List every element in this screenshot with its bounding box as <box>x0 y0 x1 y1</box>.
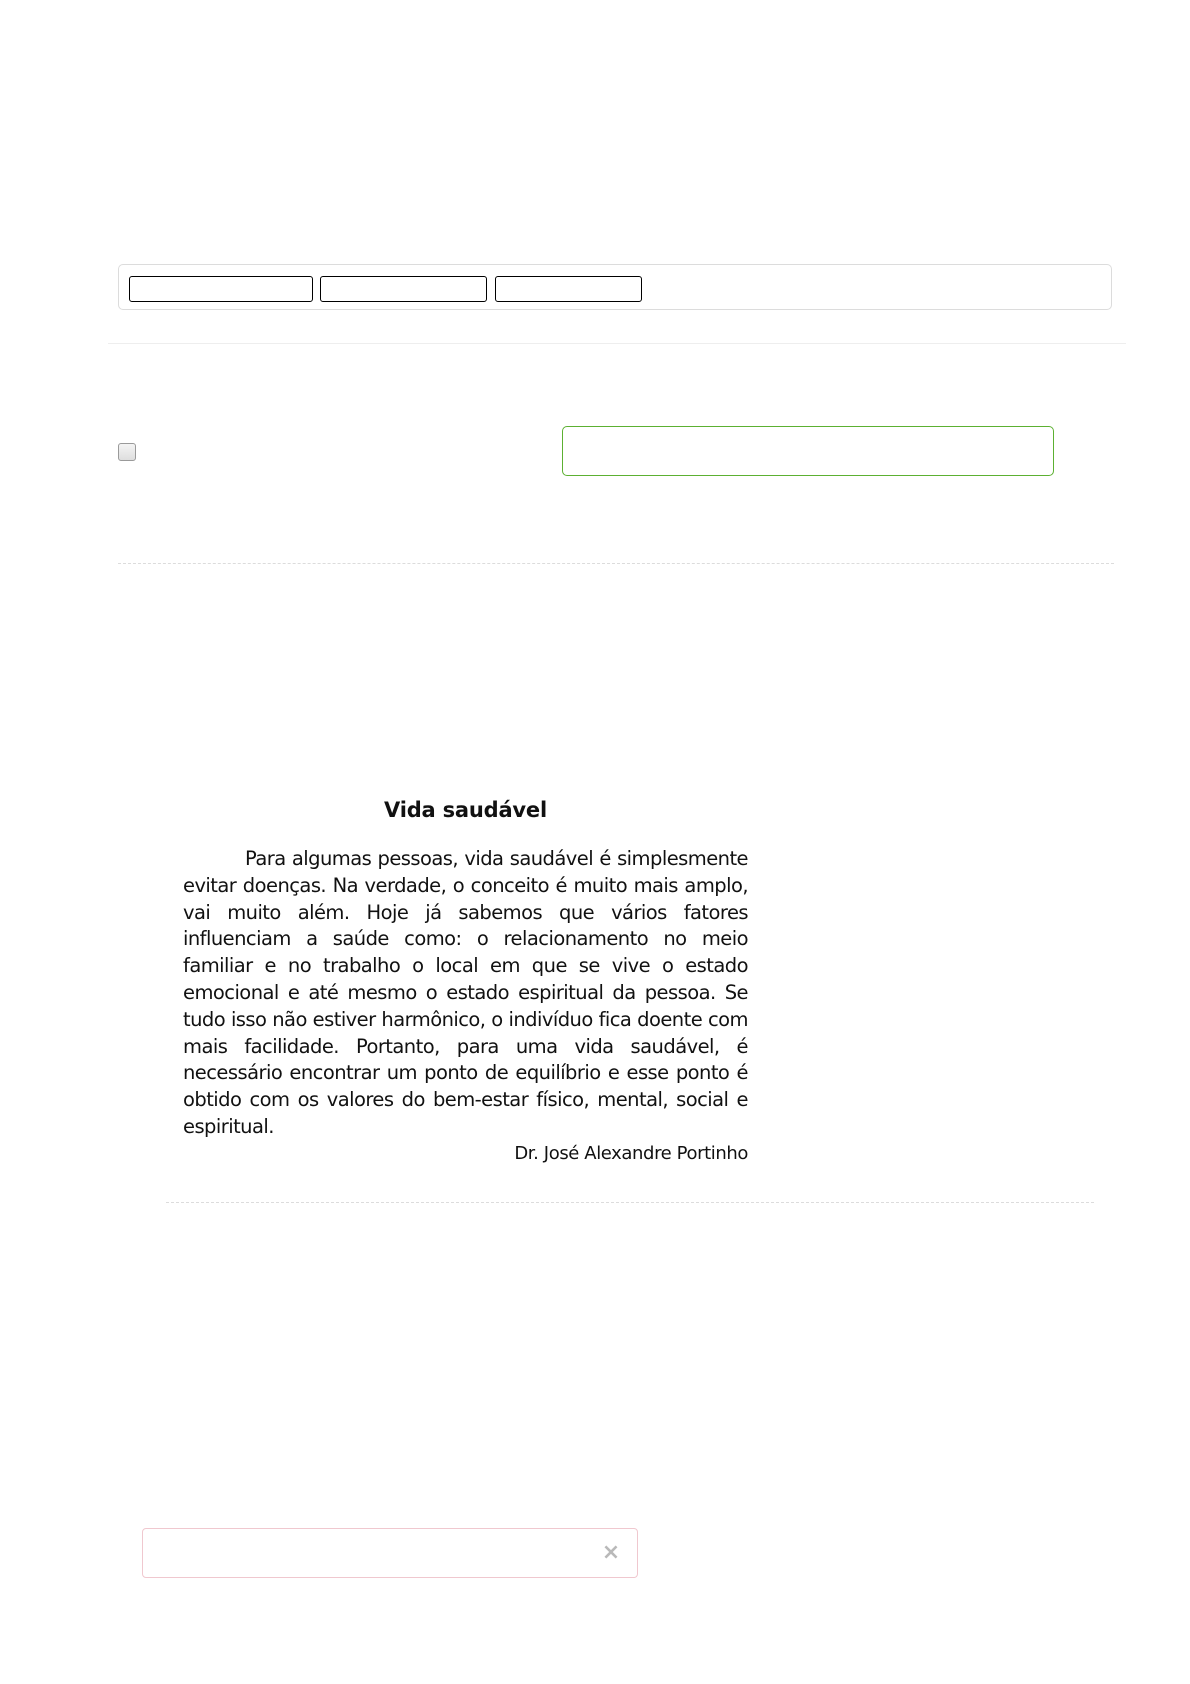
figure-author: Dr. José Alexandre Portinho <box>514 1142 748 1164</box>
figure-title: Vida saudável <box>384 798 547 822</box>
divider-top <box>108 343 1126 344</box>
answer-input[interactable] <box>562 426 1054 476</box>
answer-checkbox[interactable] <box>118 443 136 461</box>
toolbar-button-3[interactable] <box>495 276 642 302</box>
dashed-divider-lower <box>166 1202 1094 1203</box>
toolbar-button-1[interactable] <box>129 276 313 302</box>
toolbar-button-2[interactable] <box>320 276 487 302</box>
dashed-divider-upper <box>118 563 1114 564</box>
alert-box <box>142 1528 638 1578</box>
close-icon[interactable]: × <box>601 1540 621 1565</box>
figure-body: Para algumas pessoas, vida saudável é simplesmente evitar doenças. Na verdade, o conceito é muito mais amplo, vai muito além. Hoje já sabemos que vários fatores influenciam a saúde como: o relacionamento no meio familiar e no trabalho o local em que se vive o estado emocional e até mesmo o estado espiritual da pessoa. Se tudo isso não estiver harmônico, o indivíduo fica doente com mais facilidade. Portanto, para uma vida saudável, é necessário encontrar um ponto de equilíbrio e esse ponto é obtido com os valores do bem-estar físico, mental, social e espiritual. <box>183 847 748 1138</box>
text-figure <box>183 796 748 1167</box>
toolbar <box>118 264 1112 310</box>
